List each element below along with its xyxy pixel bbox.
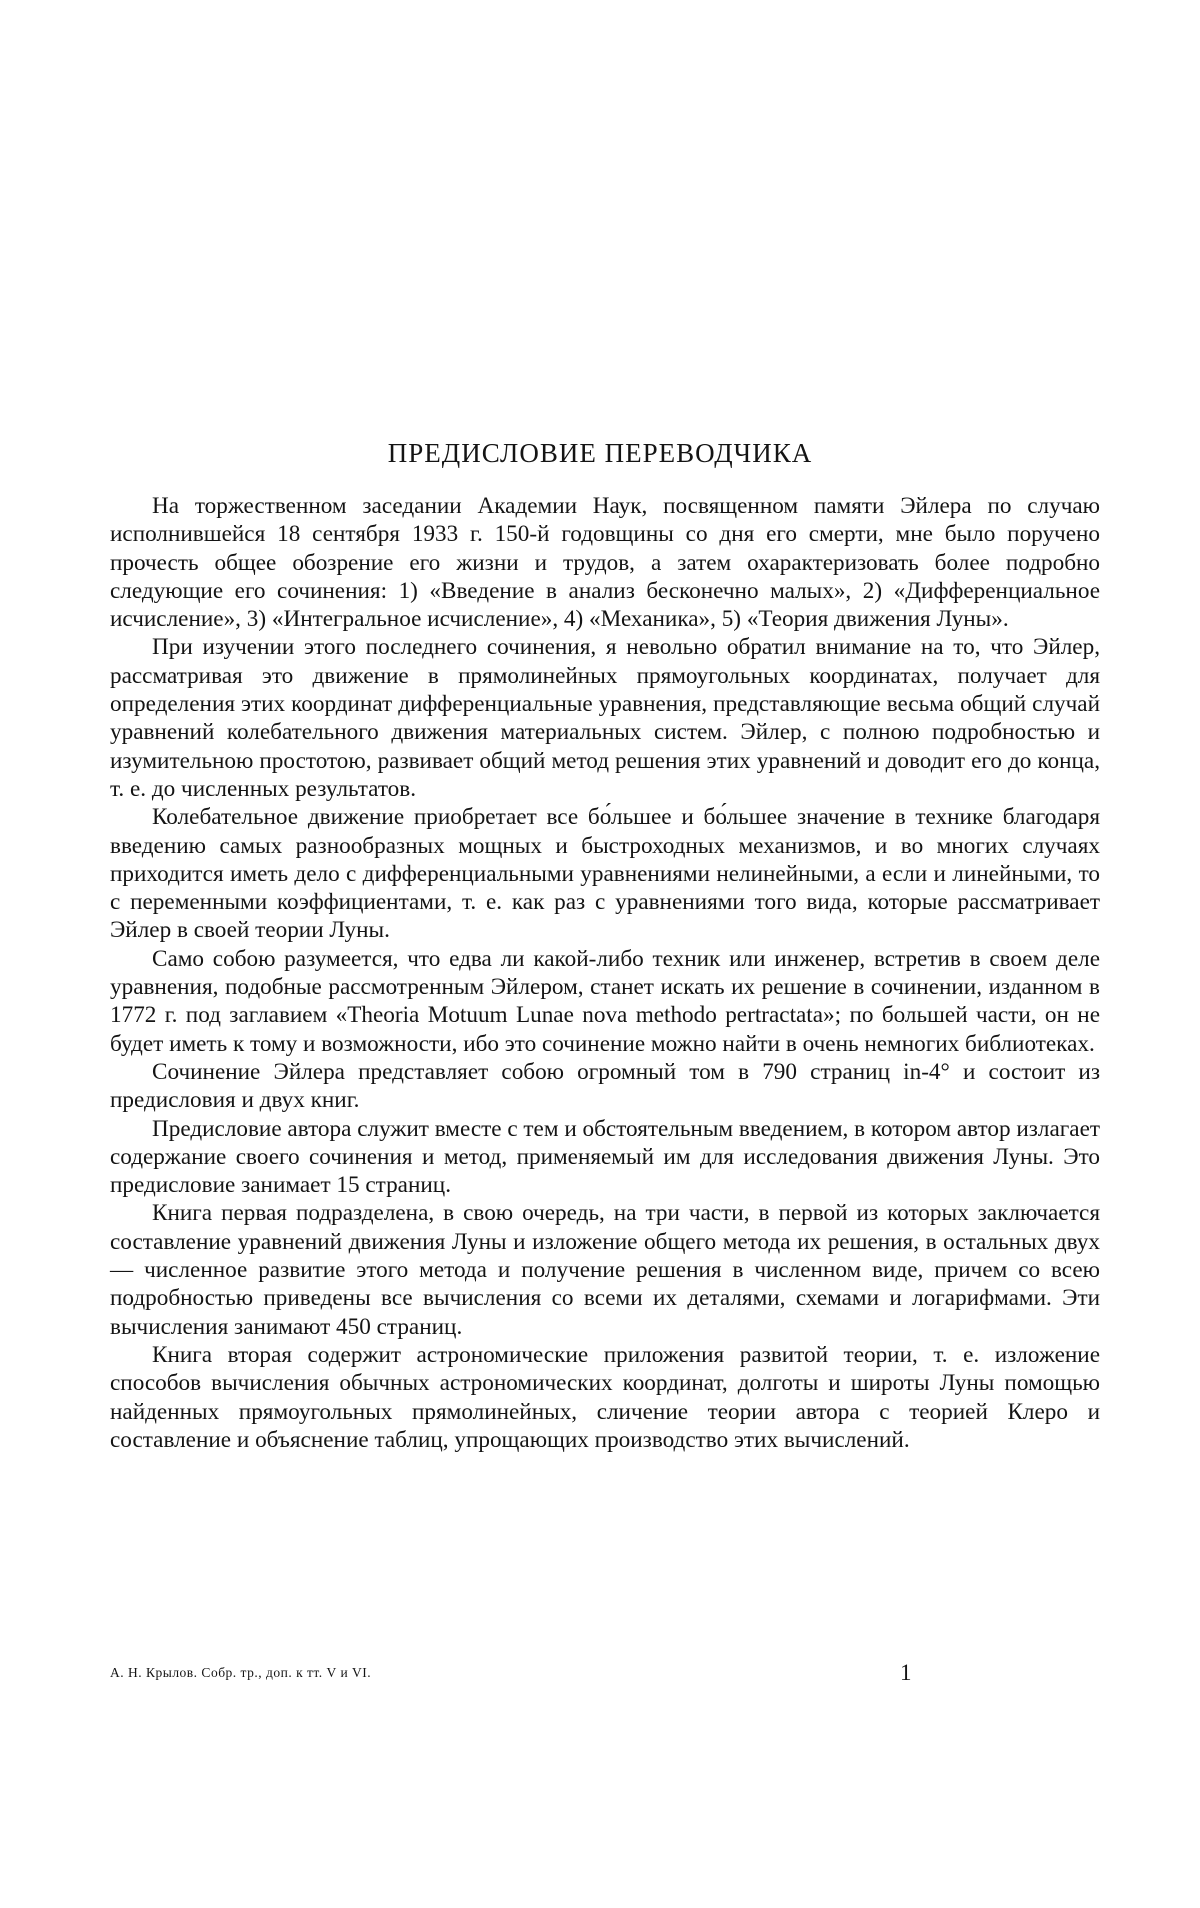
- paragraph: Колебательное движение приобретает все бо́льшее и бо́льшее значение в технике благодаря введению самых разнообразных мощных и быстроходных механизмов, и во многих случаях приходится иметь дело с дифференциальными уравнениями нелинейными, а если и линейными, то с переменными коэффициентами, т. е. как раз с уравнениями того вида, которые рассматривает Эйлер в своей теории Луны.: [110, 803, 1100, 944]
- paragraph: Сочинение Эйлера представляет собою огромный том в 790 страниц in-4° и состоит из предисловия и двух книг.: [110, 1058, 1100, 1115]
- paragraph: Предисловие автора служит вместе с тем и обстоятельным введением, в котором автор излагает содержание своего сочинения и метод, применяемый им для исследования движения Луны. Это предисловие занимает 15 страниц.: [110, 1115, 1100, 1200]
- body-text: [110, 492, 1100, 1454]
- page-footer: [110, 1660, 1100, 1686]
- document-page: [0, 0, 1200, 1908]
- paragraph: Книга вторая содержит астрономические приложения развитой теории, т. е. изложение способов вычисления обычных астрономических координат, долготы и широты Луны помощью найденных прямоугольных прямолинейных, сличение теории автора с теорией Клеро и составление и объяснение таблиц, упрощающих производство этих вычислений.: [110, 1341, 1100, 1454]
- paragraph: При изучении этого последнего сочинения, я невольно обратил внимание на то, что Эйлер, рассматривая это движение в прямолинейных прямоугольных координатах, получает для определения этих координат дифференциальные уравнения, представляющие весьма общий случай уравнений колебательного движения материальных систем. Эйлер, с полною подробностью и изумительною простотою, развивает общий метод решения этих уравнений и доводит его до конца, т. е. до численных результатов.: [110, 633, 1100, 803]
- page-number: 1: [900, 1660, 912, 1686]
- paragraph: Книга первая подразделена, в свою очередь, на три части, в первой из которых заключается составление уравнений движения Луны и изложение общего метода их решения, в остальных двух — численное развитие этого метода и получение решения в численном виде, причем со всею подробностью приведены все вычисления со всеми их деталями, схемами и логарифмами. Эти вычисления занимают 450 страниц.: [110, 1199, 1100, 1340]
- paragraph: Само собою разумеется, что едва ли какой-либо техник или инженер, встретив в своем деле уравнения, подобные рассмотренным Эйлером, станет искать их решение в сочинении, изданном в 1772 г. под заглавием «Theoria Motuum Lunae nova methodo pertractata»; по большей части, он не будет иметь к тому и возможности, ибо это сочинение можно найти в очень немногих библиотеках.: [110, 945, 1100, 1058]
- page-title: ПРЕДИСЛОВИЕ ПЕРЕВОДЧИКА: [110, 436, 1090, 470]
- footer-signature: А. Н. Крылов. Собр. тр., доп. к тт. V и VI.: [110, 1660, 371, 1686]
- paragraph: На торжественном заседании Академии Наук, посвященном памяти Эйлера по случаю исполнившейся 18 сентября 1933 г. 150-й годовщины со дня его смерти, мне было поручено прочесть общее обозрение его жизни и трудов, а затем охарактеризовать более подробно следующие его сочинения: 1) «Введение в анализ бесконечно малых», 2) «Дифференциальное исчисление», 3) «Интегральное исчисление», 4) «Механика», 5) «Теория движения Луны».: [110, 492, 1100, 633]
